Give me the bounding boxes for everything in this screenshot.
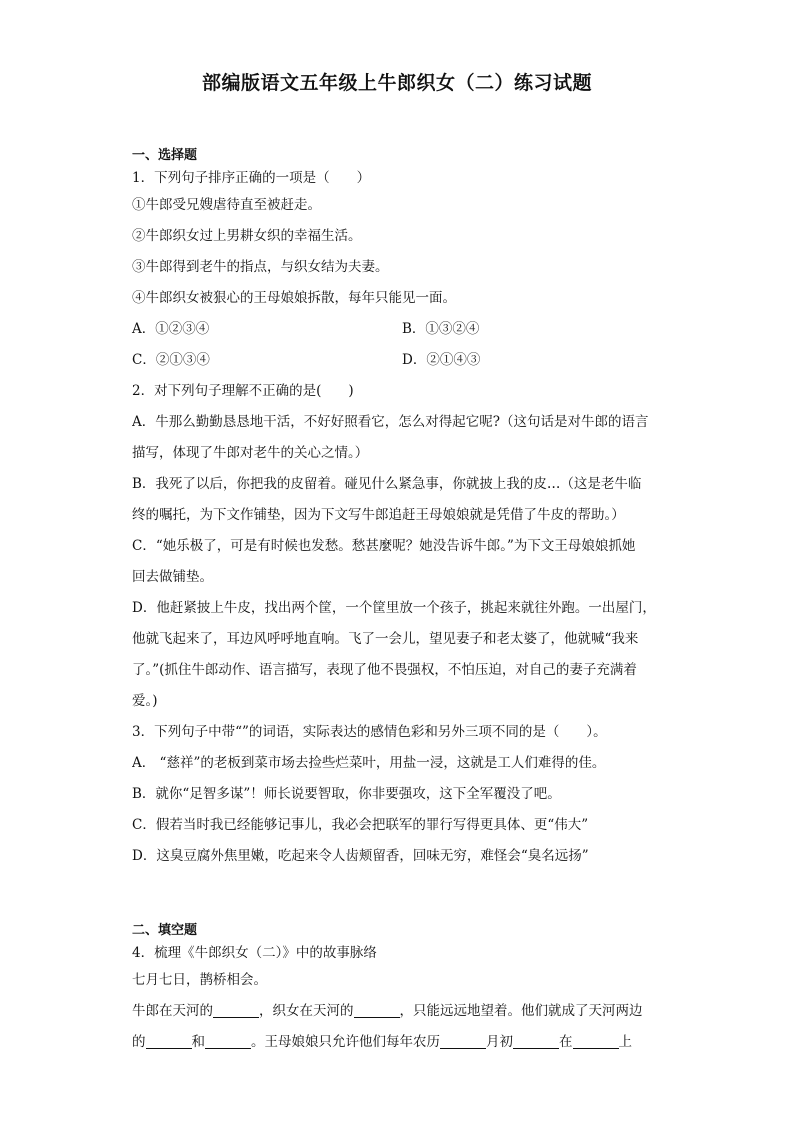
- question-1-item: ③牛郎得到老牛的指点，与织女结为夫妻。: [132, 259, 389, 275]
- question-2-stem: 2．对下列句子理解不正确的是( ): [132, 383, 354, 399]
- question-3-option[interactable]: A． “慈祥”的老板到菜市场去捡些烂菜叶，用盐一浸，这就是工人们难得的佳。: [132, 755, 606, 771]
- section-spacer: [132, 872, 672, 920]
- question-4-line-2: [132, 1027, 672, 1058]
- question-1-item: ④牛郎织女被狠心的王母娘娘拆散，每年只能见一面。: [132, 290, 456, 306]
- text-segment: ，只能远远地望着。他们就成了天河两边: [399, 1003, 643, 1019]
- text-segment: 牛郎在天河的: [132, 1003, 213, 1019]
- question-3-option[interactable]: B．就你“足智多谋”！师长说要智取，你非要强攻，这下全军覆没了吧。: [132, 786, 561, 802]
- option-d[interactable]: D．②①④③: [402, 352, 481, 368]
- question-2-line: D．他赶紧披上牛皮，找出两个筐，一个筐里放一个孩子，挑起来就往外跑。一出屋门，: [132, 600, 656, 616]
- question-4-intro: 七月七日，鹊桥相会。: [132, 972, 267, 988]
- section-heading-fill: 二、填空题: [132, 923, 198, 938]
- text-segment: 的: [132, 1034, 146, 1050]
- option-b[interactable]: B．①③②④: [402, 321, 480, 337]
- question-2-line: 回去做铺垫。: [132, 569, 213, 585]
- question-2-line: 了。”(抓住牛郎动作、语言描写，表现了他不畏强权，不怕压迫，对自己的妻子充满着: [132, 662, 637, 678]
- text-segment: 和: [191, 1034, 205, 1050]
- question-2-line: 爱。): [132, 693, 158, 709]
- question-1-stem: 1．下列句子排序正确的一项是（ ）: [132, 170, 371, 186]
- question-2-line: C．“她乐极了，可是有时候也发愁。愁甚麼呢？她没告诉牛郎。”为下文王母娘娘抓她: [132, 538, 636, 554]
- fill-blank[interactable]: [513, 1034, 559, 1049]
- question-2-line: 他就飞起来了，耳边风呼呼地直响。飞了一会儿，望见妻子和老太婆了，他就喊“我来: [132, 631, 639, 647]
- question-1-options-row: [132, 345, 672, 376]
- fill-blank[interactable]: [213, 1003, 259, 1018]
- question-2-line: 描写，体现了牛郎对老牛的关心之情。）: [132, 445, 369, 461]
- page-title: 部编版语文五年级上牛郎织女（二）练习试题: [201, 72, 592, 94]
- option-a[interactable]: A．①②③④: [132, 321, 210, 337]
- fill-blank[interactable]: [573, 1034, 619, 1049]
- fill-blank[interactable]: [440, 1034, 486, 1049]
- question-1-item: ②牛郎织女过上男耕女织的幸福生活。: [132, 228, 362, 244]
- section-heading-choice: 一、选择题: [132, 148, 198, 163]
- question-2-line: A．牛那么勤勤恳恳地干活，不好好照看它，怎么对得起它呢?（这句话是对牛郎的语言: [132, 414, 649, 430]
- question-2-line: 终的嘱托，为下文作铺垫，因为下文写牛郎追赶王母娘娘就是凭借了牛皮的帮助。）: [132, 507, 625, 523]
- worksheet-content: [132, 145, 672, 1058]
- question-4-stem: 4．梳理《牛郎织女（二）》中的故事脉络: [132, 945, 377, 961]
- question-3-stem: 3．下列句子中带“”的词语，实际表达的感情色彩和另外三项不同的是（ ）。: [132, 724, 607, 740]
- text-segment: 在: [559, 1034, 573, 1050]
- fill-blank[interactable]: [146, 1034, 192, 1049]
- question-4-line-1: [132, 996, 672, 1027]
- question-3-option[interactable]: C．假若当时我已经能够记事儿，我必会把联军的罪行写得更具体、更“伟大”: [132, 817, 589, 833]
- question-1-item: ①牛郎受兄嫂虐待直至被赶走。: [132, 197, 321, 213]
- question-2-line: B．我死了以后，你把我的皮留着。碰见什么紧急事，你就披上我的皮…（这是老牛临: [132, 476, 642, 492]
- text-segment: 。王母娘娘只允许他们每年农历: [251, 1034, 440, 1050]
- text-segment: 月初: [486, 1034, 513, 1050]
- fill-blank[interactable]: [354, 1003, 400, 1018]
- text-segment: 上: [618, 1034, 632, 1050]
- option-c[interactable]: C．②①③④: [132, 352, 210, 368]
- question-3-option[interactable]: D．这臭豆腐外焦里嫩，吃起来令人齿颊留香，回味无穷，难怪会“臭名远扬”: [132, 848, 589, 864]
- fill-blank[interactable]: [205, 1034, 251, 1049]
- text-segment: ，织女在天河的: [259, 1003, 354, 1019]
- question-1-options-row: [132, 314, 672, 345]
